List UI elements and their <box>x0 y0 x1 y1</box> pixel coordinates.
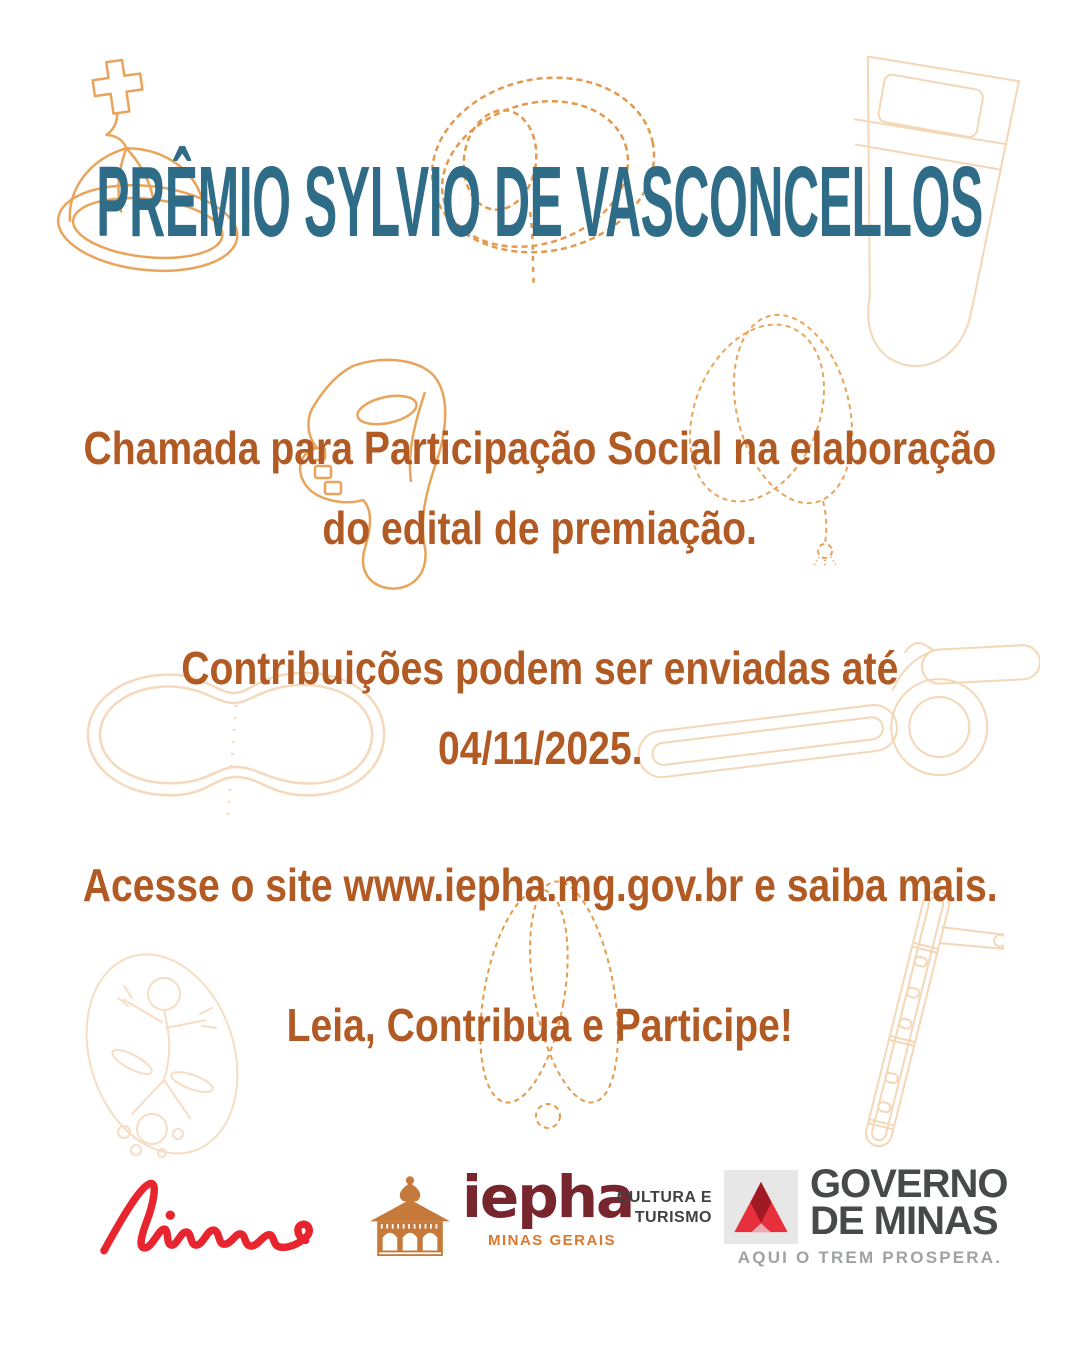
iepha-wordmark: iepha <box>462 1163 634 1231</box>
deadline-date: 04/11/2025. <box>437 722 643 774</box>
deadline-line-1: Contribuições podem ser enviadas até <box>181 642 899 694</box>
website-line: Acesse o site www.iepha.mg.gov.br e saiba mais. <box>82 859 998 911</box>
paragraph-deadline <box>0 628 1080 788</box>
iepha-pavilion-icon <box>362 1174 458 1256</box>
minas-script-logo <box>88 1176 344 1260</box>
governo-line-1: GOVERNO <box>810 1162 1008 1206</box>
governo-wordmark <box>810 1162 1008 1243</box>
call-line-2: do edital de premiação. <box>322 502 758 554</box>
governo-minas-emblem-icon <box>724 1170 798 1244</box>
poster-title <box>0 146 1080 258</box>
iepha-logo <box>362 1163 634 1260</box>
paragraph-call <box>0 408 1080 568</box>
governo-line-2: DE MINAS <box>810 1199 998 1243</box>
paragraph-website <box>0 845 1080 925</box>
paragraph-cta <box>0 985 1080 1065</box>
cultura-line-2: TURISMO <box>634 1209 712 1226</box>
call-line-1: Chamada para Participação Social na elaboração <box>83 422 997 474</box>
poster-title-text: PRÊMIO SYLVIO DE VASCONCELLOS <box>96 146 984 258</box>
iepha-region-label: MINAS GERAIS <box>487 1232 616 1249</box>
cultura-line-1: CULTURA E <box>616 1189 712 1206</box>
cta-line: Leia, Contribua e Participe! <box>286 999 794 1051</box>
cultura-turismo-label <box>612 1188 712 1228</box>
governo-tagline: AQUI O TREM PROSPERA. <box>737 1248 1003 1267</box>
